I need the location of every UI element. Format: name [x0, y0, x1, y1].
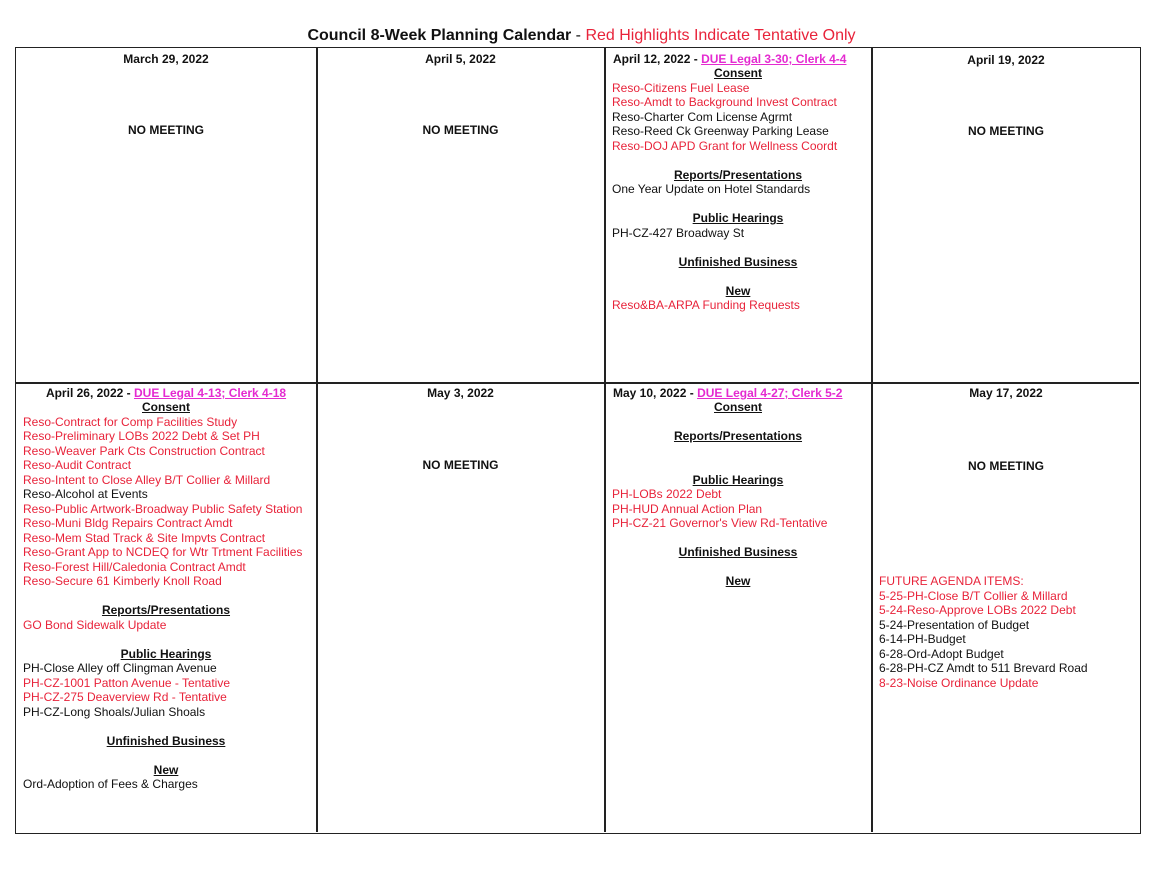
consent-item: Reso-Amdt to Background Invest Contract: [612, 95, 837, 109]
calendar-cell-april-19: [872, 48, 1140, 382]
cell-date: April 12, 2022: [613, 52, 691, 66]
cell-date: May 3, 2022: [427, 386, 494, 400]
calendar-cell-may-10: [605, 383, 871, 833]
hearings-heading: Public Hearings: [692, 472, 784, 487]
cell-header: April 12, 2022 - DUE Legal 3-30; Clerk 4-4: [613, 52, 847, 66]
consent-item: Reso-Charter Com License Agrmt: [612, 109, 793, 124]
calendar-cell-april-26: [16, 383, 316, 833]
no-meeting-label: NO MEETING: [967, 124, 1044, 138]
calendar-cell-april-12: [605, 48, 871, 382]
consent-item: Reso-DOJ APD Grant for Wellness Coordt: [612, 138, 838, 153]
calendar-cell-march-29: [16, 48, 316, 382]
reports-heading: Reports/Presentations: [101, 603, 231, 617]
hearings-item: PH-Close Alley off Clingman Avenue: [23, 661, 217, 675]
hearings-item: PH-CZ-1001 Patton Avenue - Tentative: [23, 675, 231, 690]
consent-heading: Consent: [142, 400, 190, 414]
future-heading: FUTURE AGENDA ITEMS:: [879, 574, 1024, 588]
title-main: Council 8-Week Planning Calendar: [307, 27, 572, 44]
calendar-grid: [15, 47, 1141, 834]
due-dates: DUE Legal 4-13; Clerk 4-18: [134, 386, 287, 400]
title-note: Red Highlights Indicate Tentative Only: [585, 27, 856, 44]
future-item: 5-24-Reso-Approve LOBs 2022 Debt: [879, 603, 1076, 617]
future-item: 6-28-Ord-Adopt Budget: [879, 646, 1004, 661]
calendar-cell-april-5: [317, 48, 604, 382]
new-heading: New: [725, 283, 751, 298]
due-dates: DUE Legal 4-27; Clerk 5-2: [697, 386, 843, 400]
no-meeting-label: NO MEETING: [422, 123, 499, 137]
cell-header: May 10, 2022 - DUE Legal 4-27; Clerk 5-2: [613, 386, 843, 400]
page-title: [0, 27, 1163, 45]
cell-date: April 19, 2022: [967, 53, 1045, 67]
future-item: 5-25-PH-Close B/T Collier & Millard: [879, 588, 1068, 603]
cell-date: May 17, 2022: [969, 386, 1043, 400]
consent-item: Reso-Reed Ck Greenway Parking Lease: [612, 124, 829, 138]
calendar-cell-may-3: [317, 383, 604, 833]
consent-item: Reso-Public Artwork-Broadway Public Safety Station: [23, 501, 303, 516]
new-item: Reso&BA-ARPA Funding Requests: [612, 298, 800, 312]
no-meeting-label: NO MEETING: [422, 458, 499, 472]
unfinished-heading: Unfinished Business: [106, 733, 226, 748]
consent-heading: Consent: [714, 400, 762, 414]
consent-item: Reso-Weaver Park Cts Construction Contract: [23, 443, 265, 458]
consent-item: Reso-Muni Bldg Repairs Contract Amdt: [23, 516, 233, 530]
hearings-heading: Public Hearings: [120, 646, 212, 661]
consent-item: Reso-Secure 61 Kimberly Knoll Road: [23, 574, 222, 588]
calendar-cell-may-17: [872, 383, 1140, 833]
due-dates: DUE Legal 3-30; Clerk 4-4: [701, 52, 847, 66]
consent-item: Reso-Mem Stad Track & Site Impvts Contract: [23, 530, 266, 545]
consent-item: Reso-Citizens Fuel Lease: [612, 80, 750, 95]
new-item: Ord-Adoption of Fees & Charges: [23, 777, 198, 791]
cell-date: May 10, 2022: [613, 386, 687, 400]
reports-item: One Year Update on Hotel Standards: [612, 182, 811, 196]
consent-item: Reso-Forest Hill/Caledonia Contract Amdt: [23, 559, 246, 574]
reports-heading: Reports/Presentations: [673, 167, 803, 182]
consent-item: Reso-Grant App to NCDEQ for Wtr Trtment Facilities: [23, 545, 303, 559]
cell-date: April 5, 2022: [425, 52, 496, 66]
new-heading: New: [725, 574, 751, 588]
hearings-item: PH-CZ-21 Governor's View Rd-Tentative: [612, 516, 828, 530]
new-heading: New: [153, 762, 179, 777]
hearings-item: PH-CZ-Long Shoals/Julian Shoals: [23, 704, 206, 719]
hearings-heading: Public Hearings: [692, 211, 784, 225]
title-separator: -: [575, 27, 581, 44]
no-meeting-label: NO MEETING: [967, 459, 1044, 473]
consent-heading: Consent: [714, 66, 762, 80]
reports-item: GO Bond Sidewalk Update: [23, 617, 167, 632]
unfinished-heading: Unfinished Business: [678, 545, 798, 559]
hearings-item: PH-CZ-427 Broadway St: [612, 225, 745, 240]
future-item: 6-14-PH-Budget: [879, 632, 966, 646]
future-item: 8-23-Noise Ordinance Update: [879, 675, 1039, 690]
hearings-item: PH-CZ-275 Deaverview Rd - Tentative: [23, 690, 227, 704]
future-item: 6-28-PH-CZ Amdt to 511 Brevard Road: [879, 661, 1088, 675]
hearings-item: PH-HUD Annual Action Plan: [612, 501, 763, 516]
consent-item: Reso-Preliminary LOBs 2022 Debt & Set PH: [23, 429, 260, 443]
consent-item: Reso-Audit Contract: [23, 458, 132, 472]
consent-item: Reso-Contract for Comp Facilities Study: [23, 414, 238, 429]
consent-item: Reso-Alcohol at Events: [23, 487, 148, 501]
cell-date: April 26, 2022: [45, 386, 124, 400]
cell-header: April 26, 2022 - DUE Legal 4-13; Clerk 4-18: [45, 386, 287, 400]
hearings-item: PH-LOBs 2022 Debt: [612, 487, 722, 501]
reports-heading: Reports/Presentations: [673, 429, 803, 443]
no-meeting-label: NO MEETING: [127, 123, 204, 137]
cell-date: March 29, 2022: [123, 52, 209, 66]
unfinished-heading: Unfinished Business: [678, 254, 798, 269]
future-item: 5-24-Presentation of Budget: [879, 617, 1030, 632]
consent-item: Reso-Intent to Close Alley B/T Collier & Millard: [23, 472, 271, 487]
